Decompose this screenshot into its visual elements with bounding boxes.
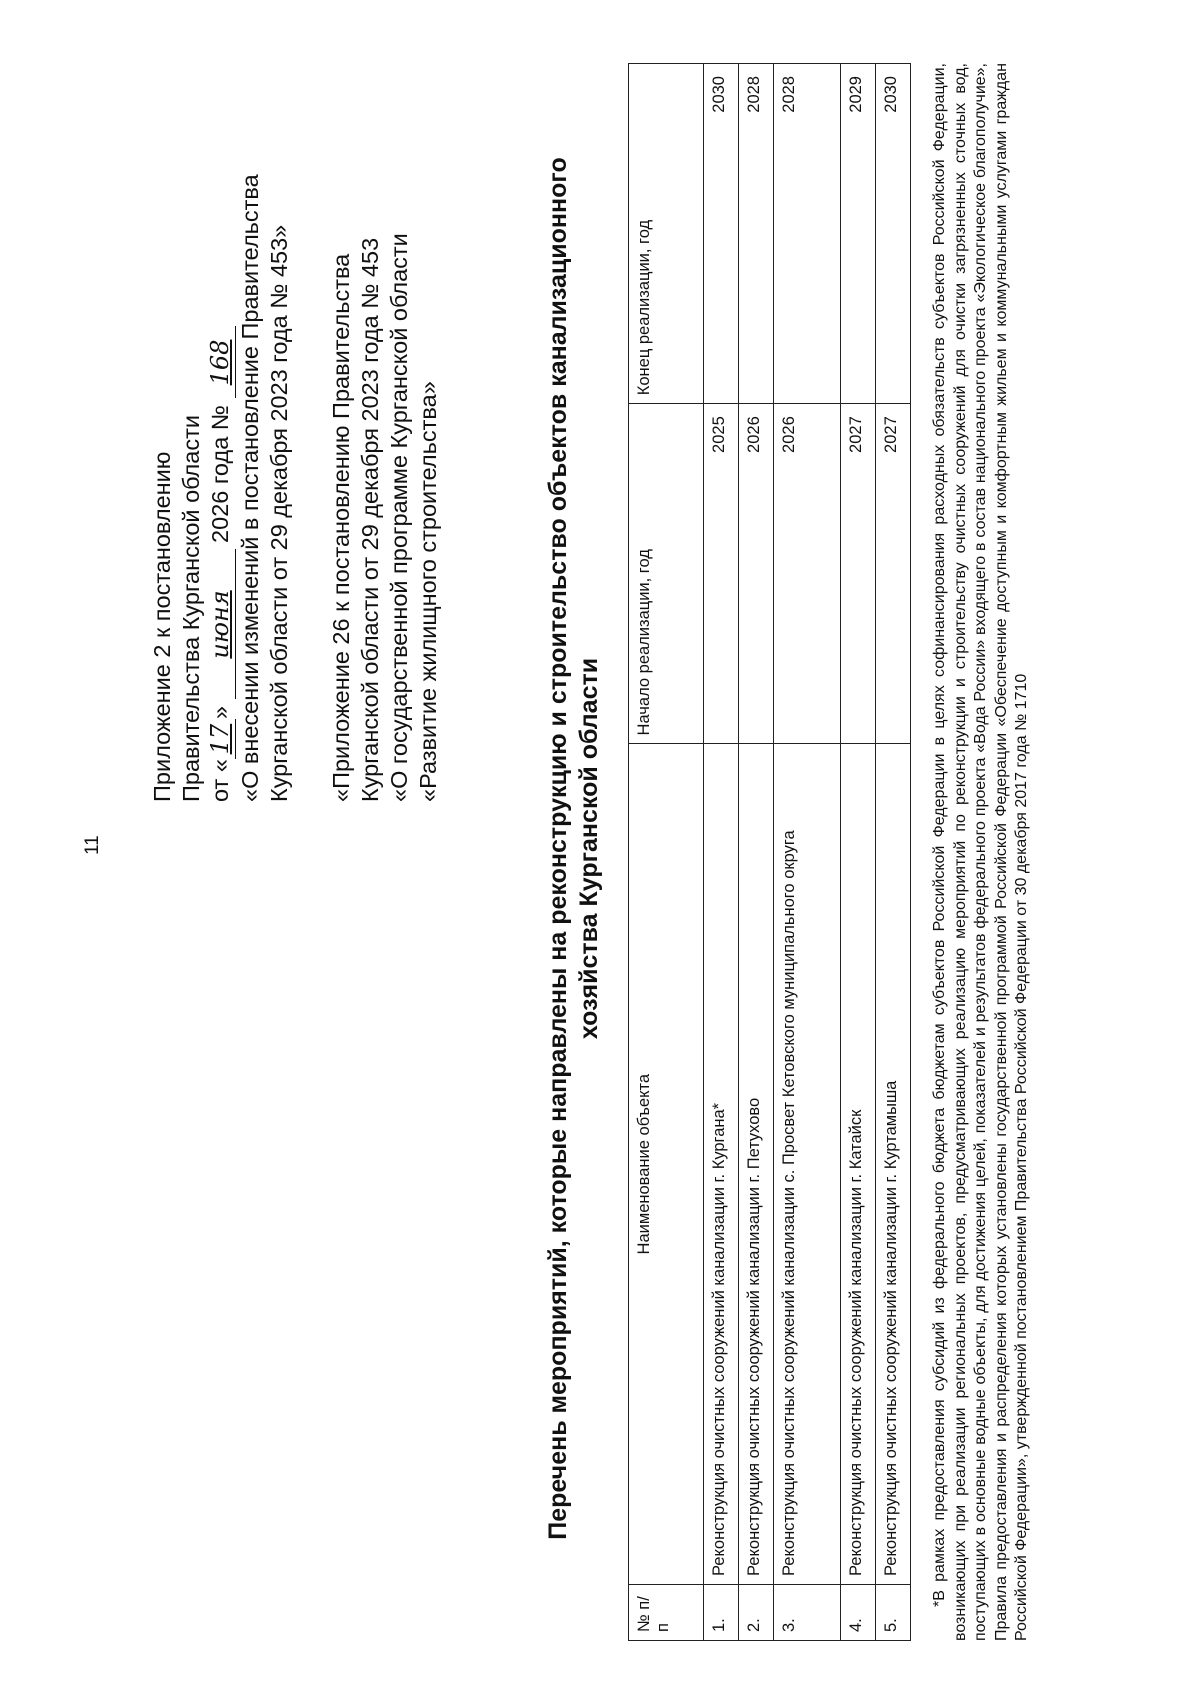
handwritten-month: июня — [206, 549, 236, 699]
date-prefix: от « — [207, 759, 233, 802]
date-year: 2026 года № — [207, 405, 233, 543]
table-row — [704, 64, 739, 1641]
row-num: 3. — [774, 1584, 841, 1640]
handwritten-day: 17 — [206, 719, 236, 759]
row-end: 2028 — [739, 64, 774, 404]
table-header-row — [629, 64, 704, 1641]
row-name: Реконструкция очистных сооружений канализации г. Катайск — [841, 744, 876, 1585]
title-line-2: хозяйства Курганской области — [575, 657, 603, 1040]
row-start: 2027 — [841, 404, 876, 744]
header-start: Начало реализации, год — [629, 404, 704, 744]
row-start: 2026 — [774, 404, 841, 744]
table-row — [876, 64, 911, 1641]
row-start: 2026 — [739, 404, 774, 744]
table-row — [774, 64, 841, 1641]
header-num: № п/п — [629, 1584, 704, 1640]
annex-date-line — [206, 42, 236, 802]
row-end: 2030 — [704, 64, 739, 404]
title-line-1: Перечень мероприятий, которые направлены на реконструкцию и строительство объектов канализационного — [544, 157, 572, 1540]
measures-table — [628, 63, 911, 1641]
table-row — [841, 64, 876, 1641]
header-name: Наименование объекта — [629, 744, 704, 1585]
footnote: *В рамках предоставления субсидий из федерального бюджета бюджетам субъектов Российской Федерации в целях софинансирования расходных обязательств субъектов Российской Федерации, возникающих при реализации региональных проектов, предусматривающих реализацию мероприятий по реконструкции и строительству очистных сооружений для очистки загрязненных сточных вод, поступающих в основные водные объекты, для достижения целей, показателей и результатов федерального проекта «Вода России» входящего в состав национального проекта «Экологическое благополучие», Правила предоставления и распределения которых установлены государственной программой Российской Федерации «Обеспечение доступным и комфортным жильем и коммунальными услугами граждан Российской Федерации», утвержденной постановлением Правительства Российской Федерации от 30 декабря 2017 года № 1710 — [931, 63, 1030, 1641]
page-number: 11 — [82, 835, 103, 855]
row-start: 2027 — [876, 404, 911, 744]
annex-block2-line-1: «Приложение 26 к постановлению Правительства — [328, 253, 354, 802]
row-num: 1. — [704, 1584, 739, 1640]
annex-line-4: «О внесении изменений в постановление Правительства — [237, 174, 263, 802]
row-start: 2025 — [704, 404, 739, 744]
document-title — [543, 0, 605, 1697]
annex-block2-line-4: «Развитие жилищного строительства» — [415, 381, 441, 802]
handwritten-number: 168 — [206, 326, 236, 398]
row-num: 4. — [841, 1584, 876, 1640]
row-end: 2029 — [841, 64, 876, 404]
annex-line-5: Курганской области от 29 декабря 2023 года № 453» — [266, 224, 292, 802]
row-name: Реконструкция очистных сооружений канализации с. Просвет Кетовского муниципального округа — [774, 744, 841, 1585]
date-mid: » — [207, 706, 233, 720]
row-end: 2028 — [774, 64, 841, 404]
annex-line-1: Приложение 2 к постановлению — [149, 451, 175, 802]
table-row — [739, 64, 774, 1641]
row-num: 5. — [876, 1584, 911, 1640]
annex-line-2: Правительства Курганской области — [178, 415, 204, 802]
row-name: Реконструкция очистных сооружений канализации г. Куртамыша — [876, 744, 911, 1585]
row-name: Реконструкция очистных сооружений канализации г. Кургана* — [704, 744, 739, 1585]
row-num: 2. — [739, 1584, 774, 1640]
annex-header — [148, 42, 443, 802]
annex-block2-line-2: Курганской области от 29 декабря 2023 года № 453 — [357, 237, 383, 802]
header-end: Конец реализации, год — [629, 64, 704, 404]
row-name: Реконструкция очистных сооружений канализации г. Петухово — [739, 744, 774, 1585]
annex-block2-line-3: «О государственной программе Курганской области — [386, 233, 412, 802]
row-end: 2030 — [876, 64, 911, 404]
